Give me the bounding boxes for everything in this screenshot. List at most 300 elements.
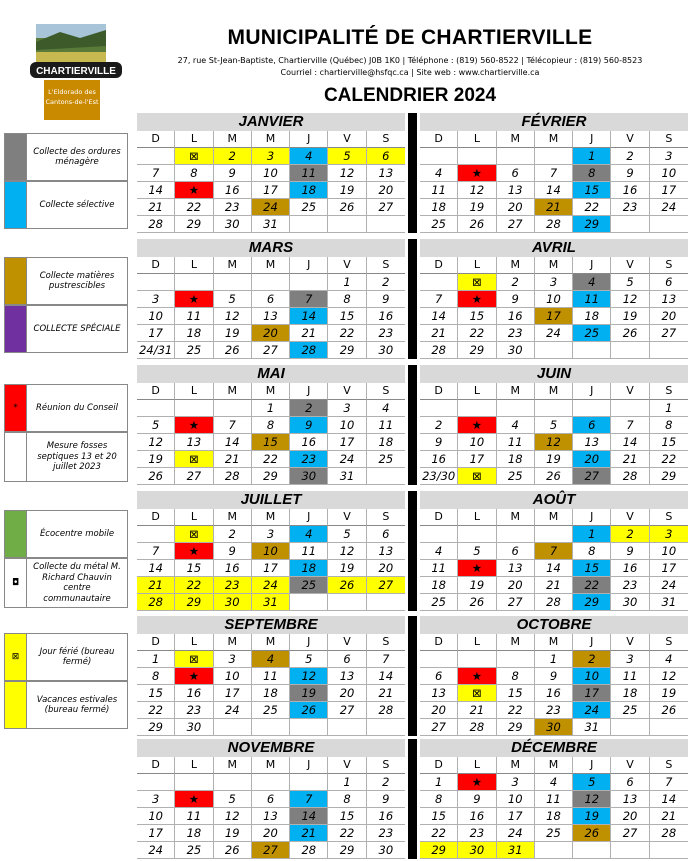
month-title: OCTOBRE bbox=[420, 616, 688, 634]
day-cell: 5 bbox=[137, 417, 175, 434]
day-cell: 9 bbox=[497, 291, 535, 308]
day-cell bbox=[367, 594, 405, 611]
weekday-header: S bbox=[367, 634, 405, 651]
day-cell bbox=[611, 342, 649, 359]
day-cell: 28 bbox=[137, 216, 175, 233]
month-title: JANVIER bbox=[137, 113, 405, 131]
day-cell: 28 bbox=[214, 468, 252, 485]
weekday-header: D bbox=[420, 383, 458, 400]
day-cell: 18 bbox=[252, 685, 290, 702]
weekday-header: M bbox=[497, 634, 535, 651]
day-cell: 10 bbox=[214, 668, 252, 685]
day-cell: 20 bbox=[367, 182, 405, 199]
day-cell bbox=[535, 342, 573, 359]
day-cell: 5 bbox=[328, 148, 366, 165]
day-cell: 23 bbox=[535, 702, 573, 719]
day-cell: 9 bbox=[611, 165, 649, 182]
day-cell: 26 bbox=[290, 702, 328, 719]
weekday-header: J bbox=[573, 257, 611, 274]
day-cell: 13 bbox=[497, 182, 535, 199]
day-cell: 22 bbox=[328, 325, 366, 342]
month-title: JUIN bbox=[420, 365, 688, 383]
day-cell: 25 bbox=[367, 451, 405, 468]
day-cell: 15 bbox=[573, 560, 611, 577]
day-cell: 5 bbox=[214, 291, 252, 308]
day-cell: 19 bbox=[458, 199, 496, 216]
day-cell: 16 bbox=[214, 182, 252, 199]
day-cell bbox=[175, 400, 213, 417]
day-cell: ★ bbox=[175, 417, 213, 434]
day-cell: 13 bbox=[367, 165, 405, 182]
weekday-header: S bbox=[367, 257, 405, 274]
day-cell: 10 bbox=[328, 417, 366, 434]
day-cell: 25 bbox=[535, 825, 573, 842]
address-line: 27, rue St-Jean-Baptiste, Chartierville (Québec) J0B 1K0 | Téléphone : (819) 560-8522 | Télécopieur : (819) 560-8523 bbox=[177, 56, 643, 65]
day-cell: 9 bbox=[367, 291, 405, 308]
day-cell bbox=[611, 842, 649, 859]
day-cell: 7 bbox=[214, 417, 252, 434]
header bbox=[150, 26, 670, 107]
day-cell: 1 bbox=[328, 774, 366, 791]
legend-label: COLLECTE SPÉCIALE bbox=[33, 323, 121, 334]
day-cell: 4 bbox=[420, 543, 458, 560]
day-cell: ⊠ bbox=[175, 651, 213, 668]
day-cell: ★ bbox=[175, 182, 213, 199]
day-cell: 23 bbox=[497, 325, 535, 342]
day-cell: 11 bbox=[420, 560, 458, 577]
month-title: NOVEMBRE bbox=[137, 739, 405, 757]
weekday-header: S bbox=[650, 131, 688, 148]
day-cell: 20 bbox=[328, 685, 366, 702]
day-cell: 24/31 bbox=[137, 342, 175, 359]
month-divider bbox=[408, 616, 417, 736]
day-cell: 28 bbox=[650, 825, 688, 842]
day-cell: 7 bbox=[367, 651, 405, 668]
day-cell: 23 bbox=[175, 702, 213, 719]
day-cell: 1 bbox=[573, 526, 611, 543]
day-cell: 25 bbox=[611, 702, 649, 719]
day-cell: 6 bbox=[367, 526, 405, 543]
day-cell: ★ bbox=[458, 560, 496, 577]
legend-item bbox=[4, 257, 128, 305]
day-cell: 17 bbox=[458, 451, 496, 468]
day-cell: 12 bbox=[328, 165, 366, 182]
day-cell: 16 bbox=[497, 308, 535, 325]
day-cell: 6 bbox=[497, 543, 535, 560]
day-cell: 4 bbox=[252, 651, 290, 668]
weekday-header: L bbox=[458, 757, 496, 774]
day-cell: 19 bbox=[328, 182, 366, 199]
day-cell bbox=[290, 594, 328, 611]
weekday-header: V bbox=[328, 509, 366, 526]
day-cell: ★ bbox=[458, 165, 496, 182]
day-cell: 2 bbox=[497, 274, 535, 291]
day-cell: 5 bbox=[328, 526, 366, 543]
day-cell: 19 bbox=[214, 825, 252, 842]
day-cell: 6 bbox=[497, 165, 535, 182]
day-cell: 27 bbox=[497, 594, 535, 611]
day-cell: 15 bbox=[573, 182, 611, 199]
month-juin bbox=[420, 365, 688, 485]
day-cell: 10 bbox=[137, 808, 175, 825]
day-cell: 14 bbox=[137, 560, 175, 577]
day-cell: 27 bbox=[252, 842, 290, 859]
legend-label: Collecte sélective bbox=[39, 199, 115, 210]
day-cell: 6 bbox=[650, 274, 688, 291]
month-février bbox=[420, 113, 688, 233]
day-cell: 24 bbox=[650, 577, 688, 594]
day-cell: 18 bbox=[290, 560, 328, 577]
day-cell bbox=[214, 719, 252, 736]
day-cell: 6 bbox=[573, 417, 611, 434]
day-cell: 10 bbox=[650, 165, 688, 182]
day-cell bbox=[535, 526, 573, 543]
weekday-header: L bbox=[458, 634, 496, 651]
day-cell: 22 bbox=[252, 451, 290, 468]
weekday-header: D bbox=[420, 257, 458, 274]
day-cell: 21 bbox=[290, 825, 328, 842]
month-divider bbox=[408, 239, 417, 359]
weekday-header: S bbox=[367, 131, 405, 148]
day-cell bbox=[535, 400, 573, 417]
day-cell: 8 bbox=[328, 791, 366, 808]
weekday-header: D bbox=[420, 509, 458, 526]
day-cell: 14 bbox=[535, 182, 573, 199]
day-cell: ⊠ bbox=[458, 468, 496, 485]
day-cell: 25 bbox=[497, 468, 535, 485]
weekday-header: M bbox=[497, 757, 535, 774]
day-cell bbox=[458, 651, 496, 668]
day-cell: 4 bbox=[420, 165, 458, 182]
day-cell: 22 bbox=[497, 702, 535, 719]
day-cell: 7 bbox=[611, 417, 649, 434]
day-cell: 7 bbox=[137, 165, 175, 182]
weekday-header: L bbox=[175, 383, 213, 400]
month-décembre bbox=[420, 739, 688, 859]
weekday-header: S bbox=[650, 634, 688, 651]
day-cell: 11 bbox=[611, 668, 649, 685]
day-cell: 16 bbox=[175, 685, 213, 702]
day-cell: 15 bbox=[458, 308, 496, 325]
day-cell: 11 bbox=[290, 165, 328, 182]
day-cell: 10 bbox=[650, 543, 688, 560]
day-cell: 10 bbox=[535, 291, 573, 308]
month-novembre bbox=[137, 739, 405, 859]
weekday-header: M bbox=[497, 509, 535, 526]
day-cell: 18 bbox=[290, 182, 328, 199]
day-cell: 4 bbox=[367, 400, 405, 417]
day-cell: 12 bbox=[290, 668, 328, 685]
day-cell: 13 bbox=[328, 668, 366, 685]
day-cell: 28 bbox=[458, 719, 496, 736]
day-cell: 3 bbox=[252, 526, 290, 543]
day-cell: 19 bbox=[137, 451, 175, 468]
day-cell: 14 bbox=[650, 791, 688, 808]
day-cell: 22 bbox=[573, 577, 611, 594]
day-cell bbox=[214, 274, 252, 291]
day-cell: 8 bbox=[497, 668, 535, 685]
day-cell: 7 bbox=[420, 291, 458, 308]
day-cell: 27 bbox=[497, 216, 535, 233]
legend-item bbox=[4, 384, 128, 432]
day-cell: 10 bbox=[497, 791, 535, 808]
month-title: AOÛT bbox=[420, 491, 688, 509]
day-cell bbox=[611, 400, 649, 417]
month-août bbox=[420, 491, 688, 611]
day-cell: 30 bbox=[458, 842, 496, 859]
day-cell bbox=[650, 342, 688, 359]
day-cell bbox=[497, 148, 535, 165]
day-cell: 29 bbox=[175, 216, 213, 233]
day-cell: 17 bbox=[650, 560, 688, 577]
day-cell: ★ bbox=[175, 791, 213, 808]
day-cell bbox=[420, 651, 458, 668]
day-cell: 13 bbox=[252, 808, 290, 825]
day-cell: 4 bbox=[573, 274, 611, 291]
day-cell: 9 bbox=[420, 434, 458, 451]
day-cell: 21 bbox=[611, 451, 649, 468]
day-cell: 6 bbox=[252, 791, 290, 808]
day-cell: 17 bbox=[252, 182, 290, 199]
page-title: MUNICIPALITÉ DE CHARTIERVILLE bbox=[227, 26, 593, 49]
day-cell: 26 bbox=[458, 216, 496, 233]
day-cell: 14 bbox=[290, 808, 328, 825]
day-cell bbox=[137, 274, 175, 291]
day-cell: 11 bbox=[252, 668, 290, 685]
day-cell: 16 bbox=[611, 560, 649, 577]
svg-text:CHARTIERVILLE: CHARTIERVILLE bbox=[36, 66, 116, 77]
day-cell: 9 bbox=[535, 668, 573, 685]
day-cell: 27 bbox=[650, 325, 688, 342]
weekday-header: D bbox=[137, 257, 175, 274]
day-cell: 2 bbox=[611, 526, 649, 543]
day-cell: 6 bbox=[328, 651, 366, 668]
day-cell: 25 bbox=[290, 577, 328, 594]
month-title: MAI bbox=[137, 365, 405, 383]
day-cell: 5 bbox=[611, 274, 649, 291]
legend-label: Vacances estivales (bureau fermé) bbox=[36, 694, 118, 715]
weekday-header: S bbox=[650, 509, 688, 526]
day-cell: 11 bbox=[175, 808, 213, 825]
legend-label: Écocentre mobile bbox=[39, 528, 115, 539]
day-cell: 31 bbox=[573, 719, 611, 736]
day-cell bbox=[290, 774, 328, 791]
day-cell: 27 bbox=[367, 577, 405, 594]
day-cell: 20 bbox=[497, 199, 535, 216]
weekday-header: M bbox=[252, 257, 290, 274]
day-cell bbox=[497, 400, 535, 417]
day-cell bbox=[367, 468, 405, 485]
day-cell: 17 bbox=[497, 808, 535, 825]
day-cell: ★ bbox=[458, 668, 496, 685]
legend-swatch: ◘ bbox=[5, 559, 27, 607]
day-cell: 12 bbox=[535, 434, 573, 451]
weekday-header: J bbox=[290, 757, 328, 774]
day-cell: 30 bbox=[611, 594, 649, 611]
day-cell bbox=[137, 774, 175, 791]
day-cell: 27 bbox=[420, 719, 458, 736]
day-cell: 11 bbox=[573, 291, 611, 308]
day-cell: 30 bbox=[535, 719, 573, 736]
weekday-header: M bbox=[535, 257, 573, 274]
day-cell bbox=[458, 148, 496, 165]
weekday-header: L bbox=[458, 383, 496, 400]
day-cell: 20 bbox=[367, 560, 405, 577]
day-cell: 14 bbox=[535, 560, 573, 577]
day-cell: 11 bbox=[290, 543, 328, 560]
day-cell: 25 bbox=[573, 325, 611, 342]
day-cell: 9 bbox=[458, 791, 496, 808]
day-cell: 16 bbox=[290, 434, 328, 451]
weekday-header: V bbox=[611, 383, 649, 400]
day-cell bbox=[175, 274, 213, 291]
month-title: SEPTEMBRE bbox=[137, 616, 405, 634]
day-cell: ★ bbox=[458, 291, 496, 308]
day-cell: 17 bbox=[214, 685, 252, 702]
day-cell: 19 bbox=[458, 577, 496, 594]
day-cell: 15 bbox=[420, 808, 458, 825]
day-cell: 8 bbox=[137, 668, 175, 685]
legend-swatch bbox=[5, 182, 27, 228]
day-cell: 24 bbox=[137, 842, 175, 859]
legend-item bbox=[4, 633, 128, 681]
weekday-header: S bbox=[367, 757, 405, 774]
month-divider bbox=[408, 365, 417, 485]
day-cell: 19 bbox=[328, 560, 366, 577]
chartierville-logo bbox=[30, 22, 122, 122]
legend-item bbox=[4, 181, 128, 229]
day-cell: 14 bbox=[611, 434, 649, 451]
day-cell: 30 bbox=[497, 342, 535, 359]
legend-label: Collecte matières pustrescibles bbox=[39, 270, 115, 291]
weekday-header: M bbox=[214, 509, 252, 526]
day-cell: ★ bbox=[458, 774, 496, 791]
day-cell bbox=[214, 400, 252, 417]
day-cell: 23 bbox=[611, 577, 649, 594]
weekday-header: S bbox=[367, 383, 405, 400]
weekday-header: M bbox=[252, 509, 290, 526]
day-cell bbox=[420, 274, 458, 291]
day-cell bbox=[573, 342, 611, 359]
day-cell: ★ bbox=[175, 668, 213, 685]
day-cell: 31 bbox=[328, 468, 366, 485]
weekday-header: M bbox=[214, 131, 252, 148]
svg-text:Cantons-de-l'Est: Cantons-de-l'Est bbox=[45, 98, 99, 106]
day-cell: ⊠ bbox=[175, 451, 213, 468]
weekday-header: M bbox=[252, 131, 290, 148]
month-divider bbox=[408, 739, 417, 859]
weekday-header: M bbox=[535, 757, 573, 774]
month-avril bbox=[420, 239, 688, 359]
day-cell: 23 bbox=[367, 825, 405, 842]
legend-label: Réunion du Conseil bbox=[36, 402, 118, 413]
day-cell: 23 bbox=[611, 199, 649, 216]
weekday-header: V bbox=[328, 757, 366, 774]
day-cell: 21 bbox=[458, 702, 496, 719]
day-cell: ★ bbox=[175, 291, 213, 308]
month-divider bbox=[408, 113, 417, 233]
day-cell: 11 bbox=[535, 791, 573, 808]
weekday-header: V bbox=[611, 257, 649, 274]
day-cell: 7 bbox=[650, 774, 688, 791]
day-cell: 6 bbox=[252, 291, 290, 308]
day-cell: 1 bbox=[535, 651, 573, 668]
day-cell: ⊠ bbox=[458, 685, 496, 702]
day-cell: 8 bbox=[252, 417, 290, 434]
day-cell: 28 bbox=[420, 342, 458, 359]
day-cell: 21 bbox=[290, 325, 328, 342]
day-cell: 5 bbox=[290, 651, 328, 668]
day-cell: 27 bbox=[367, 199, 405, 216]
day-cell: 28 bbox=[611, 468, 649, 485]
legend-item bbox=[4, 681, 128, 729]
weekday-header: V bbox=[611, 509, 649, 526]
day-cell: 15 bbox=[497, 685, 535, 702]
day-cell: 14 bbox=[367, 668, 405, 685]
weekday-header: M bbox=[535, 131, 573, 148]
day-cell: 27 bbox=[175, 468, 213, 485]
month-septembre bbox=[137, 616, 405, 736]
day-cell: 3 bbox=[535, 274, 573, 291]
day-cell: 3 bbox=[214, 651, 252, 668]
day-cell: 23 bbox=[290, 451, 328, 468]
day-cell: 16 bbox=[611, 182, 649, 199]
day-cell: 29 bbox=[458, 342, 496, 359]
legend-label: Collecte du métal M. Richard Chauvin centre communautaire bbox=[33, 562, 121, 604]
legend-item bbox=[4, 133, 128, 181]
day-cell: 23 bbox=[214, 577, 252, 594]
day-cell bbox=[137, 148, 175, 165]
legend-label: Jour férié (bureau fermé) bbox=[39, 646, 115, 667]
day-cell: 22 bbox=[175, 577, 213, 594]
legend-swatch bbox=[5, 433, 27, 481]
day-cell: 9 bbox=[611, 543, 649, 560]
day-cell: 13 bbox=[252, 308, 290, 325]
day-cell: 1 bbox=[420, 774, 458, 791]
day-cell: 26 bbox=[214, 842, 252, 859]
day-cell: 13 bbox=[611, 791, 649, 808]
day-cell: 28 bbox=[535, 594, 573, 611]
day-cell: 19 bbox=[650, 685, 688, 702]
weekday-header: M bbox=[497, 131, 535, 148]
weekday-header: V bbox=[328, 131, 366, 148]
month-divider bbox=[408, 491, 417, 611]
day-cell: 1 bbox=[252, 400, 290, 417]
day-cell: 27 bbox=[328, 702, 366, 719]
day-cell: 19 bbox=[573, 808, 611, 825]
day-cell: 2 bbox=[611, 148, 649, 165]
day-cell bbox=[214, 774, 252, 791]
day-cell: 10 bbox=[573, 668, 611, 685]
day-cell: 17 bbox=[328, 434, 366, 451]
day-cell: 29 bbox=[328, 342, 366, 359]
day-cell: 16 bbox=[420, 451, 458, 468]
weekday-header: V bbox=[328, 257, 366, 274]
weekday-header: L bbox=[175, 634, 213, 651]
day-cell: 5 bbox=[573, 774, 611, 791]
month-mai bbox=[137, 365, 405, 485]
day-cell: 30 bbox=[367, 342, 405, 359]
day-cell: 24 bbox=[252, 577, 290, 594]
day-cell: 26 bbox=[611, 325, 649, 342]
day-cell: 22 bbox=[458, 325, 496, 342]
day-cell bbox=[252, 774, 290, 791]
day-cell bbox=[290, 719, 328, 736]
day-cell: 15 bbox=[252, 434, 290, 451]
day-cell: 21 bbox=[420, 325, 458, 342]
day-cell: 18 bbox=[535, 808, 573, 825]
day-cell: 25 bbox=[252, 702, 290, 719]
